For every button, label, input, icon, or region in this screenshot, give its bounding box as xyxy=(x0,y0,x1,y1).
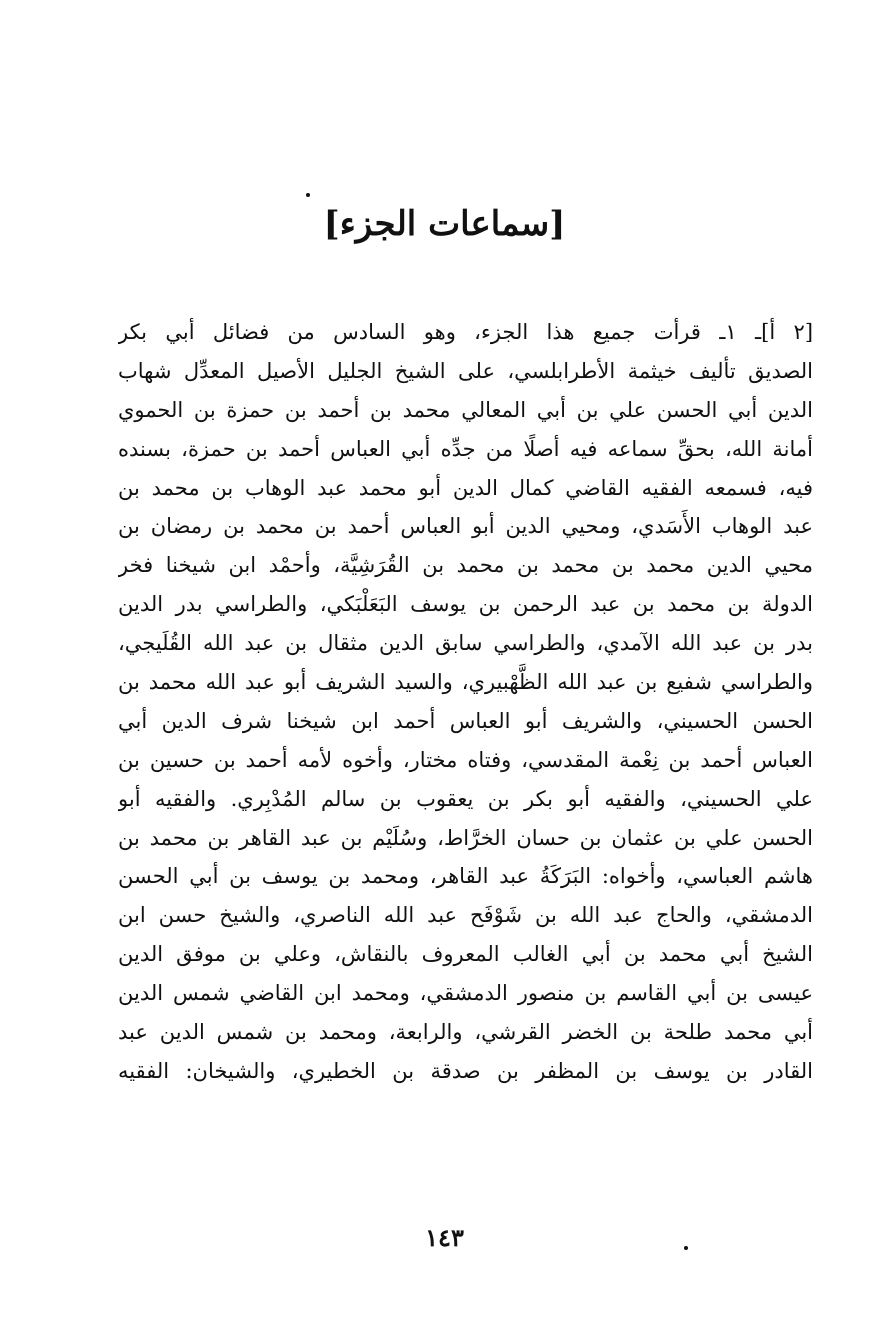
text-line: الدولة بن محمد بن عبد الرحمن بن يوسف البَعَلْبَكي، والطراسي بدر الدين xyxy=(118,592,813,617)
text-line: والطراسي شفيع بن عبد الله الظَّهْبيري، والسيد الشريف أبو عبد الله محمد بن xyxy=(118,670,813,695)
text-line: هاشم العباسي، وأخواه: البَرَكَةُ عبد القاهر، ومحمد بن يوسف بن أبي الحسن xyxy=(118,864,813,889)
text-line: العباس أحمد بن نِعْمة المقدسي، وفتاه مختار، وأخوه لأمه أحمد بن حسين بن xyxy=(118,747,813,772)
text-line: عبد الوهاب الأَسَدي، ومحيي الدين أبو العباس أحمد بن محمد بن رمضان بن xyxy=(118,514,813,539)
ink-dot-top xyxy=(306,193,310,197)
text-line: بدر بن عبد الله الآمدي، والطراسي سابق الدين مثقال بن عبد الله القُلَيجي، xyxy=(118,631,813,656)
text-line: محيي الدين محمد بن محمد بن محمد بن القُرَشِيَّة، وأحمْد ابن شيخنا فخر xyxy=(118,553,813,578)
text-line: عيسى بن أبي القاسم بن منصور الدمشقي، ومحمد ابن القاضي شمس الدين xyxy=(118,981,813,1006)
text-line: الدين أبي الحسن علي بن أبي المعالي محمد بن أحمد بن حمزة بن الحموي xyxy=(118,397,813,422)
text-line: أمانة الله، بحقِّ سماعه فيه أصلًا من جدِّه أبي العباس أحمد بن حمزة، بسنده xyxy=(118,436,813,461)
text-line: أبي محمد طلحة بن الخضر القرشي، والرابعة، ومحمد بن شمس الدين عبد xyxy=(118,1020,813,1045)
text-line: فيه، فسمعه الفقيه القاضي كمال الدين أبو محمد عبد الوهاب بن محمد بن xyxy=(118,475,813,500)
text-line: [٢ أ]ـ ١ـ قرأت جميع هذا الجزء، وهو السادس من فضائل أبي بكر xyxy=(118,320,813,344)
text-line: علي الحسيني، والفقيه أبو بكر بن يعقوب بن سالم المُدْبِري. والفقيه أبو xyxy=(118,786,813,811)
text-line: الحسن علي بن عثمان بن حسان الخرَّاط، وسُلَيْم بن عبد القاهر بن محمد بن xyxy=(118,825,813,850)
page-title: [سماعات الجزء] xyxy=(323,204,566,244)
ink-dot-bottom xyxy=(684,1246,688,1250)
text-line: الدمشقي، والحاج عبد الله بن شَوْفَح عبد الله الناصري، والشيخ حسن ابن xyxy=(118,903,813,928)
text-line: الشيخ أبي محمد بن أبي الغالب المعروف بالنقاش، وعلي بن موفق الدين xyxy=(118,942,813,967)
body-paragraph xyxy=(118,313,813,1091)
page-number: ١٤٣ xyxy=(425,1223,464,1252)
text-line: الحسن الحسيني، والشريف أبو العباس أحمد ابن شيخنا شرف الدين أبي xyxy=(118,708,813,733)
text-line: القادر بن يوسف بن المظفر بن صدقة بن الخطيري، والشيخان: الفقيه xyxy=(118,1058,813,1083)
text-line: الصديق تأليف خيثمة الأطرابلسي، على الشيخ الجليل الأصيل المعدِّل شهاب xyxy=(118,358,813,383)
